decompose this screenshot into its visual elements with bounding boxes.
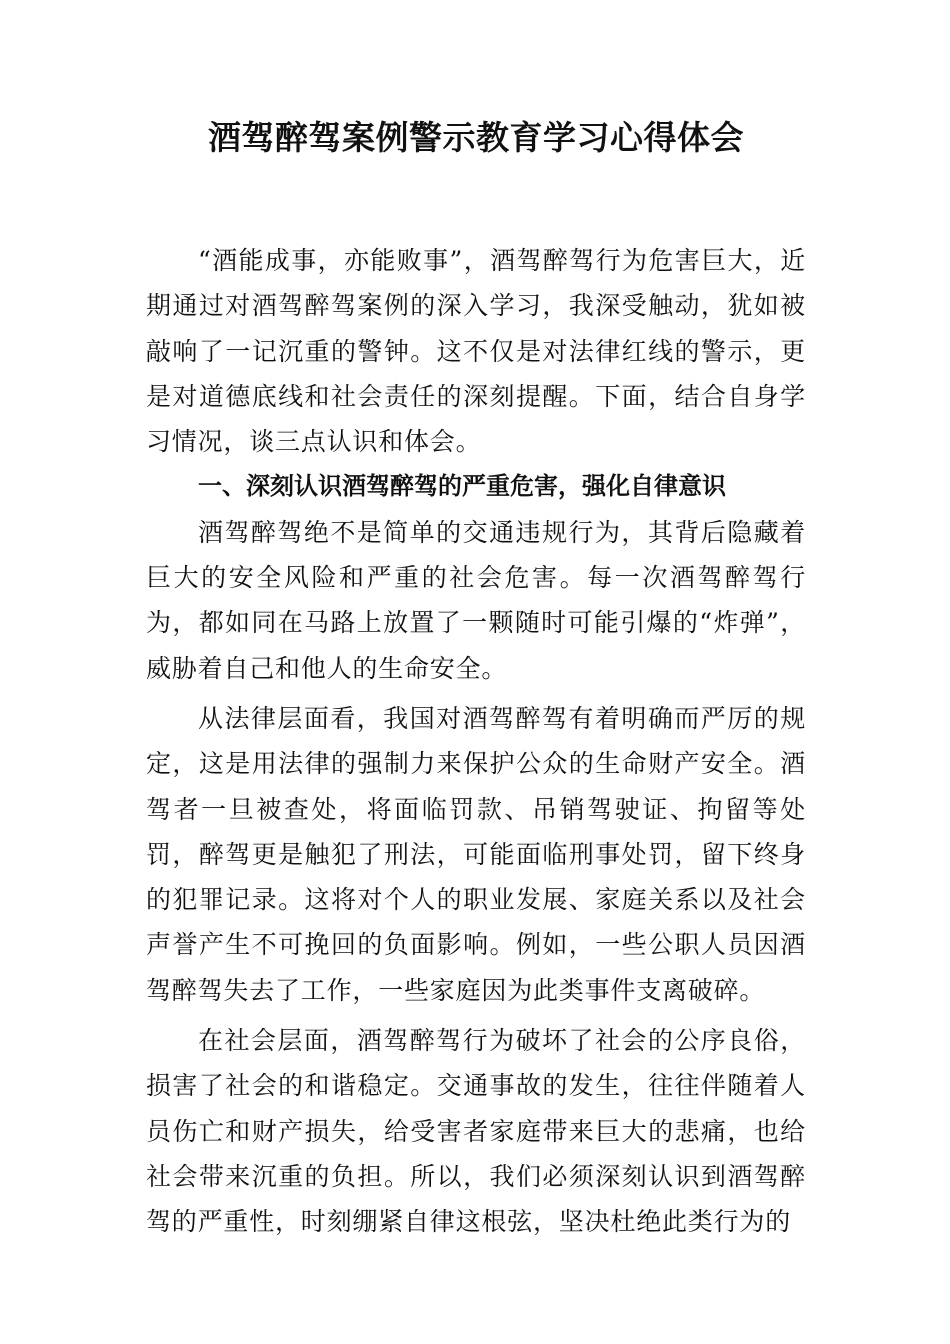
document-body — [146, 238, 806, 1245]
document-title: 酒驾醉驾案例警示教育学习心得体会 — [208, 118, 744, 157]
intro-paragraph: “酒能成事，亦能败事”，酒驾醉驾行为危害巨大，近期通过对酒驾醉驾案例的深入学习，我深受触动，犹如被敲响了一记沉重的警钟。这不仅是对法律红线的警示，更是对道德底线和社会责任的深刻提醒。下面，结合自身学习情况，谈三点认识和体会。 — [146, 246, 806, 457]
section-heading-1: 一、深刻认识酒驾醉驾的严重危害，强化自律意识 — [198, 472, 726, 501]
body-paragraph: 从法律层面看，我国对酒驾醉驾有着明确而严厉的规定，这是用法律的强制力来保护公众的生命财产安全。酒驾者一旦被查处，将面临罚款、吊销驾驶证、拘留等处罚，醉驾更是触犯了刑法，可能面临刑事处罚，留下终身的犯罪记录。这将对个人的职业发展、家庭关系以及社会声誉产生不可挽回的负面影响。例如，一些公职人员因酒驾醉驾失去了工作，一些家庭因为此类事件支离破碎。 — [146, 703, 806, 1005]
body-paragraph: 在社会层面，酒驾醉驾行为破坏了社会的公序良俗，损害了社会的和谐稳定。交通事故的发生，往往伴随着人员伤亡和财产损失，给受害者家庭带来巨大的悲痛，也给社会带来沉重的负担。所以，我们必须深刻认识到酒驾醉驾的严重性，时刻绷紧自律这根弦，坚决杜绝此类行为的 — [146, 1026, 806, 1237]
document-page — [146, 110, 806, 1245]
body-paragraph: 酒驾醉驾绝不是简单的交通违规行为，其背后隐藏着巨大的安全风险和严重的社会危害。每一次酒驾醉驾行为，都如同在马路上放置了一颗随时可能引爆的“炸弹”，威胁着自己和他人的生命安全。 — [146, 517, 806, 683]
